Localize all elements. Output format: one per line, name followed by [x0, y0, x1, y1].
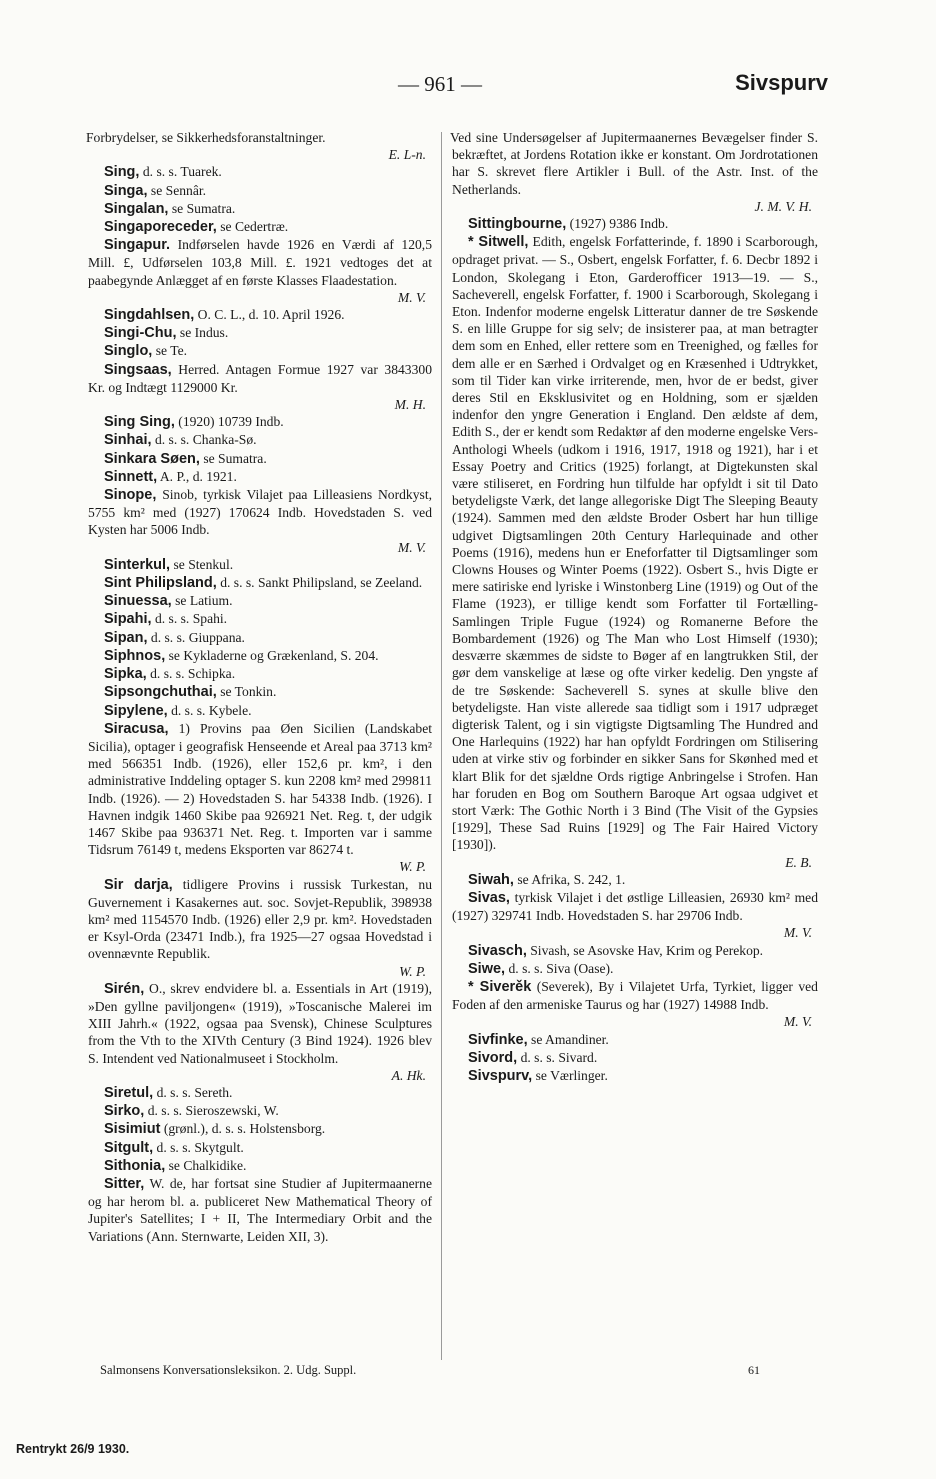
- entry-headword: Sitgult,: [104, 1139, 154, 1156]
- entry-text: se Chalkidike.: [168, 1157, 247, 1173]
- entry-text: se Amandiner.: [531, 1031, 609, 1047]
- entry-text: se Latium.: [175, 593, 233, 609]
- entry-text: Herred. Antagen Formue 1927 var 3843300 Kr. og Indtægt 1129000 Kr.: [88, 361, 432, 395]
- right-column: [452, 129, 818, 1085]
- entry-headword: Siretul,: [104, 1084, 154, 1101]
- entry-signature: M. V.: [397, 289, 426, 305]
- dictionary-entry: [88, 1102, 432, 1120]
- entry-text: se Kykladerne og Grækenland, S. 204.: [168, 647, 379, 663]
- entry-text: (Severek), By i Vilajetet Urfa, Tyrkiet, ligger ved Foden af den armeniske Taurus og har (1927) 14988 Indb.: [452, 978, 818, 1013]
- entry-headword: Sipan,: [104, 629, 148, 646]
- entry-headword: Sinkara Søen,: [104, 450, 200, 467]
- entry-headword: Sinope,: [104, 487, 157, 504]
- entry-headword: Sint Philipsland,: [104, 575, 217, 592]
- entry-text: (1920) 10739 Indb.: [178, 414, 284, 430]
- entry-headword: * Sitwell,: [468, 234, 529, 251]
- dictionary-entry: [88, 1157, 432, 1175]
- entry-text: A. P., d. 1921.: [159, 468, 237, 484]
- entry-text: O. C. L., d. 10. April 1926.: [197, 307, 345, 323]
- entry-text: tyrkisk Vilajet i det østlige Lilleasien, 26930 km² med (1927) 329741 Indb. Hovedstaden S. har 29706 Indb.: [452, 889, 819, 924]
- entry-text: O., skrev endvidere bl. a. Essentials in Art (1919), »Den gyllne paviljongen« (1919), »Toscanische Malerei im XIII Jahrh.« (1922, ogsaa paa Svensk), Chinese Sculptures from the Vth to the XIVth Century (3 Bind 1924). 1926 blev S. Intendent ved Nationalmuseet i Stockholm.: [88, 980, 432, 1066]
- entry-text: Sivash, se Asovske Hav, Krim og Perekop.: [530, 942, 764, 958]
- dictionary-entry: [88, 200, 432, 218]
- dictionary-entry: [452, 978, 818, 1031]
- dictionary-entry: [88, 342, 432, 360]
- entry-headword: Siracusa,: [104, 720, 169, 737]
- dictionary-entry: [88, 431, 432, 449]
- entry-headword: Sinnett,: [104, 468, 158, 485]
- entry-text: d. s. s. Skytgult.: [156, 1139, 244, 1155]
- entry-headword: Sivord,: [468, 1049, 518, 1066]
- entry-headword: Sinterkul,: [104, 556, 171, 573]
- dictionary-entry: [88, 306, 432, 324]
- dictionary-entry: [88, 182, 432, 200]
- entry-text: d. s. s. Sivard.: [520, 1049, 598, 1065]
- entry-text: Ved sine Undersøgelser af Jupitermaanernes Bevægelser finder S. bekræftet, at Jordens Rotation ikke er konstant. Om Jordrotationen har S. skrevet flere Artikler i Bull. of the Astr. Inst. of the Netherlands.: [450, 130, 818, 197]
- dictionary-entry: [88, 610, 432, 628]
- dictionary-entry: [88, 218, 432, 236]
- entry-signature: A. Hk.: [391, 1067, 426, 1083]
- entry-signature: M. V.: [397, 539, 426, 555]
- dictionary-entry: [88, 1084, 432, 1102]
- dictionary-entry: [452, 942, 818, 960]
- dictionary-entry: [88, 556, 432, 574]
- left-column: [88, 129, 432, 1245]
- signature-mark: 61: [748, 1363, 760, 1377]
- entry-text: se Te.: [155, 343, 188, 359]
- dictionary-entry: [88, 1139, 432, 1157]
- entry-text: d. s. s. Tuarek.: [142, 164, 222, 180]
- dictionary-entry: [88, 236, 432, 306]
- entry-text: d. s. s. Schipka.: [150, 666, 236, 682]
- dictionary-entry: [88, 647, 432, 665]
- dictionary-entry: [88, 163, 432, 181]
- entry-text: d. s. s. Sieroszewski, W.: [147, 1103, 279, 1119]
- entry-text: d. s. s. Chanka-Sø.: [154, 432, 257, 448]
- entry-signature: M. V.: [783, 1014, 812, 1030]
- dictionary-entry: [88, 592, 432, 610]
- dictionary-entry: [452, 233, 818, 871]
- entry-headword: * Siverěk: [468, 978, 532, 995]
- entry-text: se Cedertræ.: [220, 219, 289, 235]
- entry-headword: Sing Sing,: [104, 414, 175, 431]
- dictionary-entry: [88, 980, 432, 1084]
- entry-text: se Sumatra.: [171, 200, 236, 216]
- dictionary-entry: [88, 450, 432, 468]
- entry-text: se Indus.: [179, 325, 229, 341]
- entry-headword: Sirko,: [104, 1103, 145, 1120]
- entry-text: d. s. s. Sereth.: [156, 1084, 233, 1100]
- entry-headword: Sivspurv,: [468, 1067, 533, 1084]
- entry-text: se Afrika, S. 242, 1.: [517, 871, 626, 887]
- entry-headword: Sipka,: [104, 666, 147, 683]
- entry-signature: M. V.: [783, 925, 812, 941]
- entry-signature: W. P.: [399, 859, 426, 875]
- entry-headword: Sing,: [104, 164, 140, 181]
- entry-headword: Sitter,: [104, 1175, 145, 1192]
- reprint-note: Rentrykt 26/9 1930.: [16, 1442, 130, 1456]
- dictionary-entry: [88, 574, 432, 592]
- dictionary-entry: [88, 683, 432, 701]
- dictionary-entry: [452, 960, 818, 978]
- dictionary-entry: [88, 702, 432, 720]
- dictionary-entry: [88, 665, 432, 683]
- entry-text: (grønl.), d. s. s. Holstensborg.: [163, 1121, 326, 1137]
- entry-headword: Singdahlsen,: [104, 307, 195, 324]
- entry-headword: Sipylene,: [104, 702, 168, 719]
- entry-headword: Singa,: [104, 182, 148, 199]
- entry-signature: E. L-n.: [388, 147, 426, 163]
- entry-text: Indførselen havde 1926 en Værdi af 120,5 Mill. £, Udførselen 103,8 Mill. £. 1921 vedtoges det at paabegynde Anlægget af en første Klasses Flaadestation.: [88, 237, 432, 288]
- entry-text: d. s. s. Kybele.: [171, 702, 252, 718]
- dictionary-entry: [452, 1031, 818, 1049]
- entry-headword: Sivfinke,: [468, 1031, 528, 1048]
- entry-signature: J. M. V. H.: [754, 198, 812, 214]
- entry-text: se Sennâr.: [150, 182, 207, 198]
- dictionary-entry: [88, 720, 432, 876]
- entry-headword: Sirén,: [104, 980, 145, 997]
- entry-headword: Siwah,: [468, 871, 514, 888]
- publication-footer: Salmonsens Konversationsleksikon. 2. Udg. Suppl.: [100, 1363, 357, 1377]
- entry-headword: Singsaas,: [104, 361, 172, 378]
- entry-text: se Sumatra.: [203, 450, 267, 466]
- entry-text: se Værlinger.: [535, 1067, 608, 1083]
- dictionary-entry: [452, 129, 818, 215]
- entry-headword: Sinuessa,: [104, 593, 172, 610]
- dictionary-entry: [88, 486, 432, 556]
- entry-text: d. s. s. Sankt Philipsland, se Zeeland.: [220, 575, 423, 591]
- entry-text: 1) Provins paa Øen Sicilien (Landskabet Sicilia), optager i geografisk Henseende et Areal paa 3713 km² med 566351 Indb. (1926), eller 152,6 pr. km², i den administrative Inddeling optager S. kun 2208 km² med 299811 Indb. (1926). — 2) Hovedstaden S. har 54338 Indb. (1926). I Havnen indgik 1460 Skibe paa 926921 Net. Reg. t, der udgik 1467 Skibe paa 936371 Net. Reg. t. Importen var i samme Tidsrum 76149 t, medens Eksporten var 86274 t.: [88, 720, 433, 858]
- dictionary-entry: [88, 1175, 432, 1245]
- entry-headword: Sir darja,: [104, 876, 173, 893]
- page-number: — 961 —: [398, 72, 482, 96]
- dictionary-entry: [88, 361, 432, 414]
- dictionary-entry: [88, 629, 432, 647]
- entry-signature: M. H.: [394, 397, 426, 413]
- entry-headword: Singapur.: [104, 237, 171, 254]
- entry-text: Forbrydelser, se Sikkerhedsforanstaltninger.: [86, 130, 326, 145]
- entry-headword: Sipahi,: [104, 611, 152, 628]
- dictionary-entry: [88, 413, 432, 431]
- entry-headword: Sisimiut: [104, 1121, 161, 1138]
- entry-headword: Sipsongchuthai,: [104, 684, 217, 701]
- entry-text: se Stenkul.: [173, 556, 234, 572]
- entry-headword: Sittingbourne,: [468, 216, 567, 233]
- dictionary-entry: [88, 129, 432, 163]
- entry-headword: Singlo,: [104, 343, 153, 360]
- entry-signature: W. P.: [399, 963, 426, 979]
- dictionary-entry: [88, 324, 432, 342]
- entry-headword: Sivasch,: [468, 942, 527, 959]
- page-header: [0, 70, 936, 104]
- entry-text: (1927) 9386 Indb.: [569, 216, 669, 232]
- dictionary-entry: [452, 1049, 818, 1067]
- entry-headword: Singaporeceder,: [104, 219, 217, 236]
- entry-text: Sinob, tyrkisk Vilajet paa Lilleasiens Nordkyst, 5755 km² med (1927) 170624 Indb. Hovedstaden S. ved Kysten har 5006 Indb.: [88, 487, 432, 538]
- dictionary-entry: [88, 468, 432, 486]
- entry-headword: Sinhai,: [104, 432, 152, 449]
- entry-headword: Singi-Chu,: [104, 325, 177, 342]
- entry-text: d. s. s. Spahi.: [154, 611, 228, 627]
- entry-text: d. s. s. Siva (Oase).: [508, 960, 614, 976]
- dictionary-entry: [452, 871, 818, 889]
- entry-text: Edith, engelsk Forfatterinde, f. 1890 i Scarborough, opdraget privat. — S., Osbert, engelsk Forfatter, f. 6. Decbr 1892 i London, Skolegang i Eton, Garderofficer 1913—19. — S., Sacheverell, engelsk Forfatter, f. 1900 i Scarborough, Skolegang i Eton. Indenfor moderne engelsk Litteratur danner de tre Søskende S. en lille Gruppe for sig selv; de insisterer paa, at man betragter dem som en Enhed, eller rettere som en Treenighed, og fælles for dem alle er en Særhed i Ordvalget og en Kræsenhed i Udtrykket, som til Tider kan virke irriterende, men, hvor de er bedst, giver deres Stil en Eksklusivitet og en Holdning, som er sjælden indenfor den yngre Generation i England. Den ældste af dem, Edith S., der er kendt som Redaktør af den moderne engelske Vers-Anthologi Wheels (udkom i 1916, 1917, 1918 og 1921), har i et Essay Poetry and Critics (1925) forlangt, at Digtekunsten skal være stiliseret, en Fordring hun tilfulde har opfyldt i sit til Dato betydeligste Værk, det lange allegoriske Digt The Sleeping Beauty (1924). Sammen med den ældste Broder Osbert har hun tillige udgivet Digtsamlingen 20th Century Harlequinade and other Poems (1916), medens hun er Eneforfatter til Digtsamlinger som Clowns Houses og Winter Poems (1922). Osbert S., hvis Digte er mere satiriske end lyriske i Winstonberg Line (1919) og Out of the Flame (1923), er tillige kendt som Forfatter til Fortælling-Samlingen Triple Fugue (1924) og Romanerne Before the Bombardement (1926) og The Man who Lost Himself (1930); desværre skæmmes de sidste to Bøger af en langtrukken Stil, der gør dem vanskelige at læse og ofte virker kedelig. Den yngste af de tre Søskende: Sacheverell S. synes at skulle blive den betydeligste. Han viste allerede saa tidligt som i 1917 udpræget digterisk Talent, og i sin vigtigste Digtsamling The Hundred and One Harlequins (1922) har han opfyldt Fordringen om Stilisering uden at virke stiv og forbinder en sikker Sans for Skønhed med et klart Blik for det sjældne Ords rigtige Anbringelse i Strofen. Han har foruden en Bog om Southern Baroque Art ogsaa udgivet et stort Værk: The Gothic North i 3 Bind (The Visit of the Gypsies [1929], These Sad Ruins [1929] og The Fair Haired Victory [1930]).: [452, 234, 818, 853]
- column-divider: [441, 132, 442, 1360]
- dictionary-entry: [452, 889, 818, 942]
- dictionary-entry: [452, 1067, 818, 1085]
- entry-headword: Siphnos,: [104, 647, 166, 664]
- dictionary-entry: [452, 215, 818, 233]
- entry-headword: Siwe,: [468, 960, 506, 977]
- entry-text: W. de, har fortsat sine Studier af Jupitermaanerne og har herom bl. a. publiceret New Mathematical Theory of Jupiter's Satellites; I + II, The Intermediary Orbit and the Variations (Ann. Sternwarte, Leiden XII, 3).: [88, 1175, 433, 1244]
- entry-text: tidligere Provins i russisk Turkestan, nu Guvernement i Kasakernes aut. soc. Sovjet-Republik, 398938 km² med 1154570 Indb. (1926) eller 2,9 pr. km². Hovedstaden er Ksyl-Orda (23471 Indb.), fra 1925—27 ogsaa Hovedstad i ovennævnte Republik.: [88, 876, 433, 962]
- entry-headword: Sithonia,: [104, 1157, 166, 1174]
- dictionary-entry: [88, 876, 432, 980]
- entry-headword: Sivas,: [468, 889, 510, 906]
- running-head: Sivspurv: [735, 70, 828, 95]
- entry-text: d. s. s. Giuppana.: [150, 629, 245, 645]
- entry-text: se Tonkin.: [220, 684, 277, 700]
- dictionary-entry: [88, 1120, 432, 1138]
- entry-signature: E. B.: [785, 854, 812, 870]
- entry-headword: Singalan,: [104, 200, 169, 217]
